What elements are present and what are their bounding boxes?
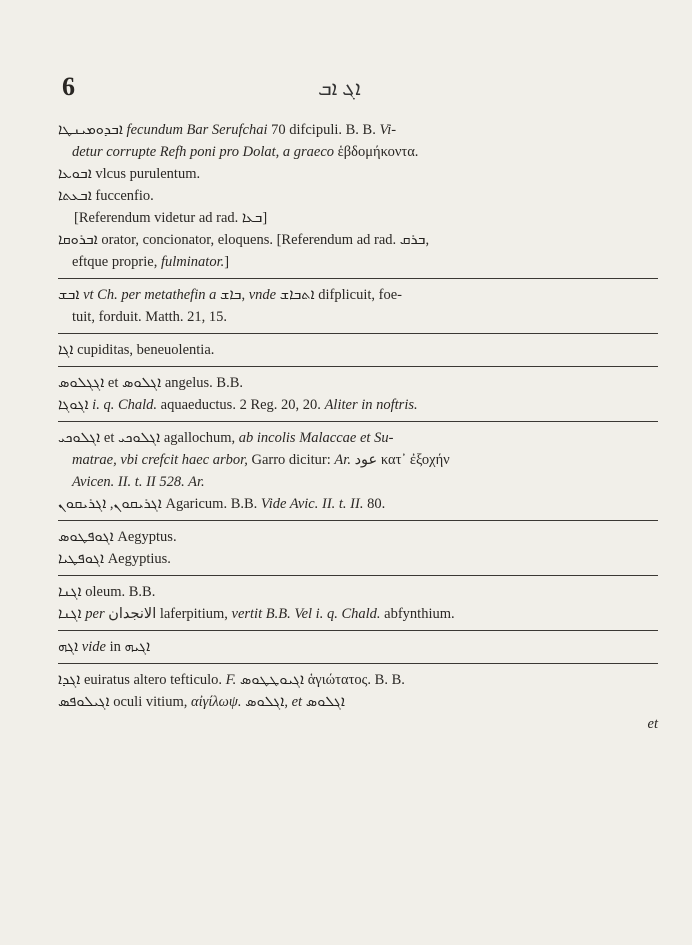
entry-6: ܐܓܐ cupiditas, beneuolentia. [58, 342, 215, 358]
entry-1-cont: detur corrupte Refh poni pro Dolat, a graeco ἑβδομήκοντα. [72, 144, 419, 160]
running-title: ܐܓ ܐܒ [318, 78, 361, 100]
entry-13: ܐܓܢܐ oleum. B.B. [58, 584, 156, 600]
entry-3-note: [Referendum videtur ad rad. ܒܥܐ] [74, 210, 268, 226]
entry-8: ܐܓܘܓܐ i. q. Chald. aquaeductus. 2 Reg. 20, 20. Aliter in noftris. [58, 397, 418, 413]
divider [58, 663, 658, 664]
entry-4-cont: eftque proprie, fulminator.] [72, 254, 230, 270]
catchword: et [647, 716, 658, 732]
divider [58, 520, 658, 521]
entry-5: ܐܒܫ vt Ch. per metathefin a ܒܐܫ, vnde ܐܬܒܐܫ difplicuit, foe- [58, 287, 402, 303]
entry-17: ܐܓܝܠܘܦܣ oculi vitium, αἰγίλωψ. ܐܓܠܘܣ, et ܐܓܠܘܣ [58, 694, 345, 710]
entry-12: ܐܓܘܦܛܝܐ Aegyptius. [58, 551, 171, 567]
entry-4: ܐܒܪܘܩܐ orator, concionator, eloquens. [Referendum ad rad. ܒܪܩ, [58, 232, 430, 248]
entry-7: ܐܓܓܠܘܣ et ܐܓܠܘܣ angelus. B.B. [58, 375, 244, 391]
entry-10: ܐܓܪܝܩܘܢ, ܐܓܪܝܩܘܢ Agaricum. B.B. Vide Avic. II. t. II. 80. [58, 496, 386, 512]
divider [58, 575, 658, 576]
divider [58, 421, 658, 422]
entry-1: ܐܒܕܘܡܝܢܛܐ fecundum Bar Serufchai 70 difcipuli. B. B. Vi- [58, 122, 397, 138]
divider [58, 630, 658, 631]
entry-15: ܐܓܗ vide in ܐܓܝܗ [58, 639, 151, 655]
page-number: 6 [62, 72, 75, 101]
entry-9: ܐܓܠܘܟܝ et ܐܓܠܘܟܝ agallochum, ab incolis Malaccae et Su- [58, 430, 394, 446]
entry-16: ܐܓܕܐ euiratus altero tefticulo. F. ܐܓܝܘܛܛܘܣ ἁγιώτατος. B. B. [58, 672, 405, 688]
entry-5-cont: tuit, forduit. Matth. 21, 15. [72, 309, 228, 325]
entry-9-cont2: Avicen. II. t. II 528. Ar. [72, 474, 205, 490]
entry-11: ܐܓܘܦܛܘܣ Aegyptus. [58, 529, 177, 545]
entry-14: ܐܓܢܐ per الانجدان laferpitium, vertit B.B. Vel i. q. Chald. abfynthium. [58, 606, 455, 622]
dictionary-body [58, 120, 658, 735]
divider [58, 366, 658, 367]
entry-2: ܐܒܘܥܐ vlcus purulentum. [58, 166, 201, 182]
divider [58, 278, 658, 279]
divider [58, 333, 658, 334]
entry-9-cont: matrae, vbi crefcit haec arbor, Garro dicitur: Ar. عود κατ᾽ ἐξοχήν [72, 452, 450, 468]
entry-3: ܐܒܥܬܐ fuccenfio. [58, 188, 154, 204]
